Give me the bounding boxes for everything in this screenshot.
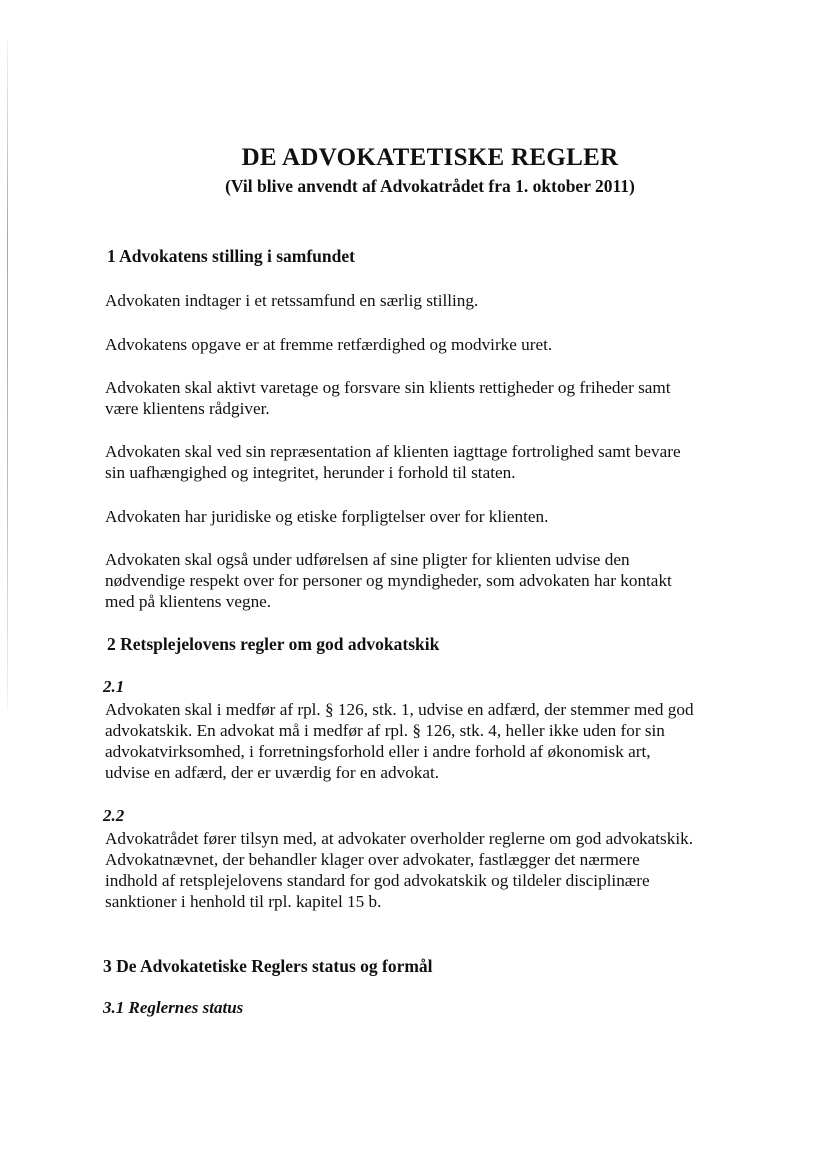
paragraph-line: advokatskik. En advokat må i medfør af rpl. § 126, stk. 4, heller ikke uden for sin bbox=[105, 721, 665, 740]
section-1-paragraph-2: Advokatens opgave er at fremme retfærdighed og modvirke uret. bbox=[105, 335, 553, 354]
section-3-heading: 3 De Advokatetiske Reglers status og formål bbox=[103, 956, 433, 976]
subsection-2-1-text bbox=[105, 699, 694, 783]
section-1-heading: 1 Advokatens stilling i samfundet bbox=[107, 246, 355, 266]
section-1-paragraph-1: Advokaten indtager i et retssamfund en særlig stilling. bbox=[105, 291, 479, 310]
subsection-2-2-number: 2.2 bbox=[103, 806, 125, 825]
paragraph-line: sanktioner i henhold til rpl. kapitel 15 b. bbox=[105, 892, 382, 911]
subsection-2-1-number: 2.1 bbox=[103, 677, 125, 696]
paragraph-line: med på klientens vegne. bbox=[105, 592, 272, 611]
document-title: DE ADVOKATETISKE REGLER bbox=[241, 144, 619, 171]
paragraph-line: være klientens rådgiver. bbox=[105, 399, 270, 418]
paragraph-line: Advokatnævnet, der behandler klager over advokater, fastlægger det nærmere bbox=[105, 850, 640, 869]
paragraph-line: Advokaten skal også under udførelsen af sine pligter for klienten udvise den bbox=[105, 550, 630, 569]
paragraph-line: Advokaten skal ved sin repræsentation af klienten iagttage fortrolighed samt bevare bbox=[105, 442, 681, 461]
section-1-paragraph-3 bbox=[105, 377, 671, 419]
paragraph-line: Advokaten skal i medfør af rpl. § 126, stk. 1, udvise en adfærd, der stemmer med god bbox=[105, 700, 694, 719]
paragraph-line: sin uafhængighed og integritet, herunder i forhold til staten. bbox=[105, 463, 516, 482]
section-1-paragraph-4 bbox=[105, 441, 681, 483]
paragraph-line: udvise en adfærd, der er uværdig for en advokat. bbox=[105, 763, 440, 782]
section-1-paragraph-5: Advokaten har juridiske og etiske forpligtelser over for klienten. bbox=[105, 507, 549, 526]
scan-edge-line bbox=[7, 40, 8, 710]
paragraph-line: nødvendige respekt over for personer og myndigheder, som advokaten har kontakt bbox=[105, 571, 672, 590]
paragraph-line: advokatvirksomhed, i forretningsforhold eller i andre forhold af økonomisk art, bbox=[105, 742, 651, 761]
paragraph-line: Advokatrådet fører tilsyn med, at advokater overholder reglerne om god advokatskik. bbox=[105, 829, 694, 848]
paragraph-line: Advokaten skal aktivt varetage og forsvare sin klients rettigheder og friheder samt bbox=[105, 378, 671, 397]
document-subtitle: (Vil blive anvendt af Advokatrådet fra 1. oktober 2011) bbox=[225, 176, 635, 196]
section-1-paragraph-6 bbox=[105, 549, 672, 612]
paragraph-line: indhold af retsplejelovens standard for god advokatskik og tildeler disciplinære bbox=[105, 871, 650, 890]
subsection-3-1-heading: 3.1 Reglernes status bbox=[103, 998, 244, 1017]
subsection-2-2-text bbox=[105, 828, 693, 912]
section-2-heading: 2 Retsplejelovens regler om god advokatskik bbox=[107, 634, 440, 654]
